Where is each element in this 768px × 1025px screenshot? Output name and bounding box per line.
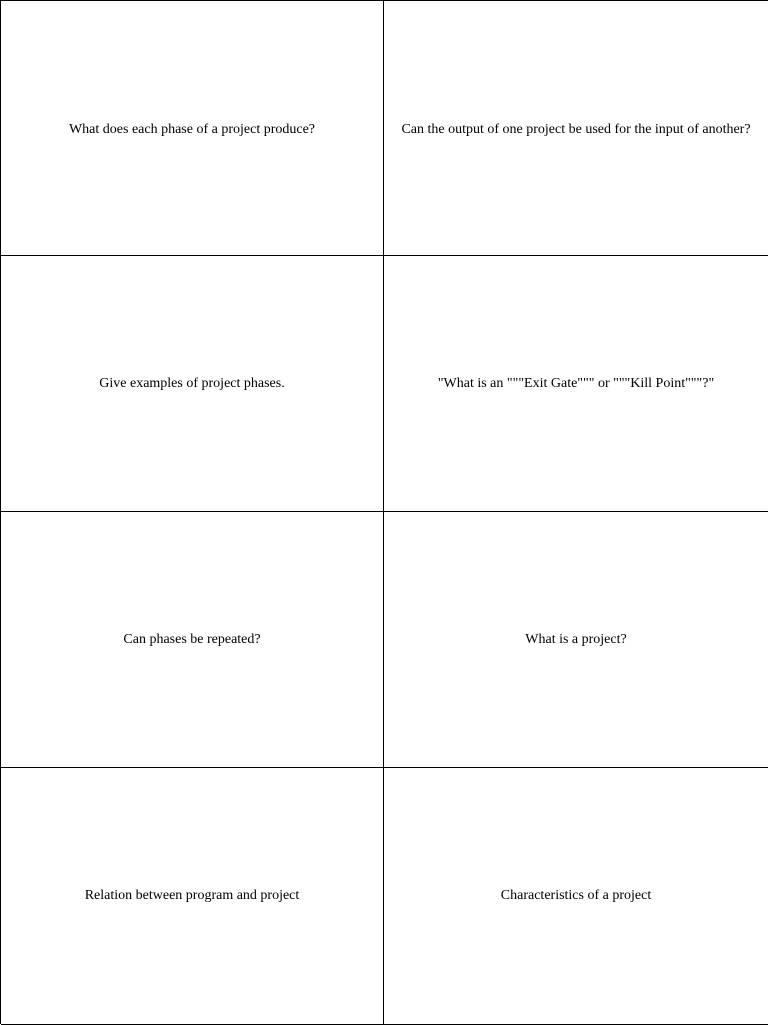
flashcard-6 [384,512,768,768]
flashcard-8 [384,768,768,1025]
flashcard-5 [1,512,384,768]
flashcard-question: Relation between program and project [84,888,300,903]
flashcard-4 [384,256,768,512]
flashcard-question: Can the output of one project be used for the input of another? [401,122,751,137]
flashcard-question: Give examples of project phases. [99,375,285,391]
flashcard-3 [1,256,384,512]
flashcard-question: What is a project? [525,631,627,647]
flashcard-question: Can phases be repeated? [123,631,261,647]
flashcard-question: Characteristics of a project [500,888,652,903]
flashcard-2 [384,1,768,256]
flashcard-question: What does each phase of a project produce? [68,122,316,137]
flashcard-1 [1,1,384,256]
flashcard-7 [1,768,384,1025]
flashcard-question: "What is an """Exit Gate""" or """Kill Point"""?" [437,375,715,391]
